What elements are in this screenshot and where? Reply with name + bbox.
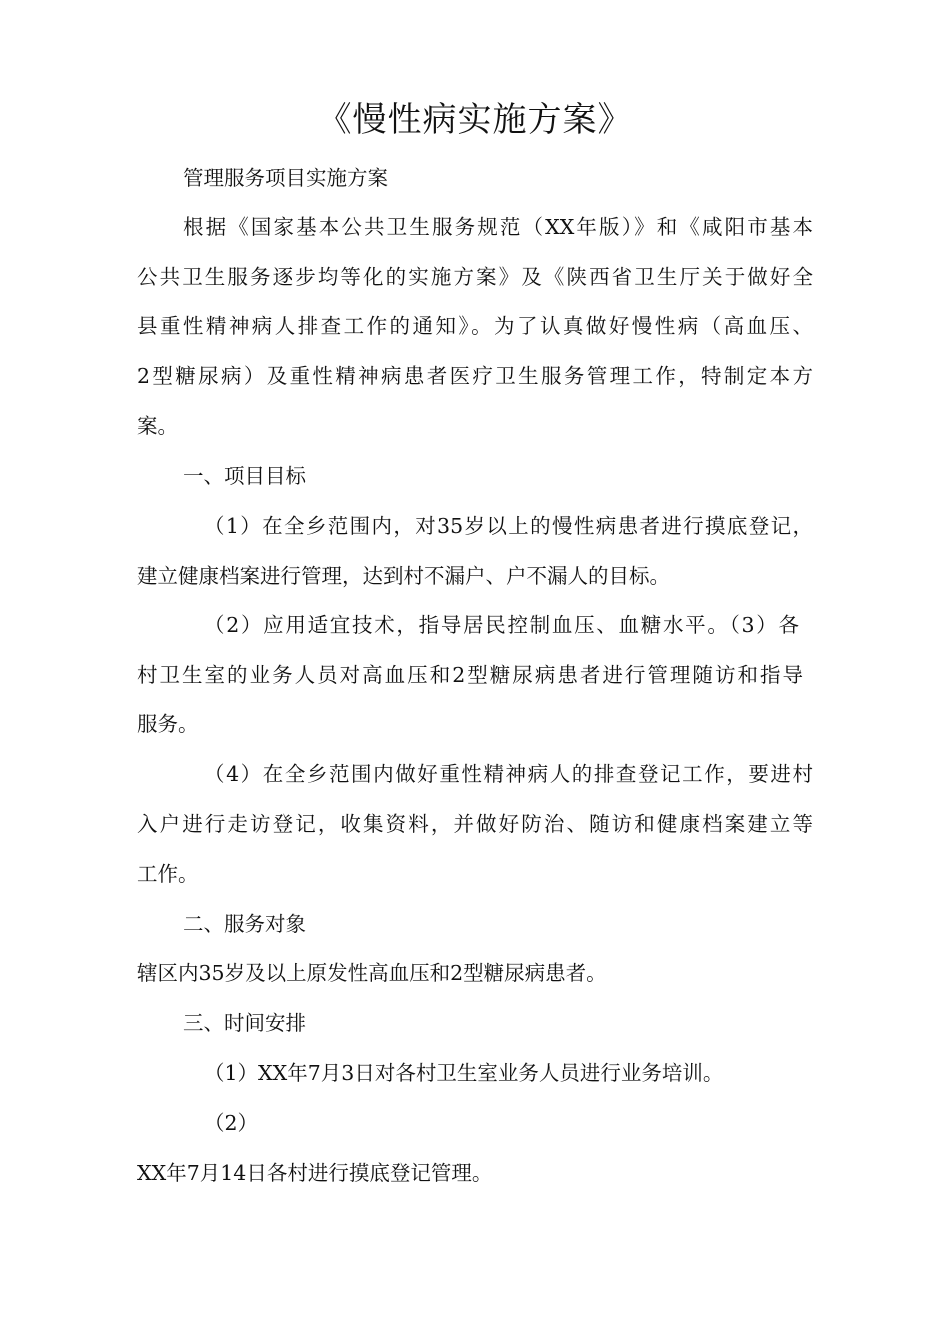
subtitle-line: 管理服务项目实施方案 [183, 166, 388, 190]
paragraph-line: 建立健康档案进行管理，达到村不漏户、户不漏人的目标。 [137, 564, 670, 588]
paragraph-line: （1）XX年7月3日对各村卫生室业务人员进行业务培训。 [204, 1061, 724, 1085]
paragraph-line: 县重性精神病人排查工作的通知》。为了认真做好慢性病（高血压、 [137, 314, 813, 338]
paragraph-line: （1）在全乡范围内，对35岁以上的慢性病患者进行摸底登记， [204, 514, 813, 538]
paragraph-line: （2）应用适宜技术，指导居民控制血压、血糖水平。（3）各 [204, 613, 799, 637]
paragraph-line: 工作。 [137, 862, 199, 886]
paragraph-line: 2型糖尿病）及重性精神病患者医疗卫生服务管理工作，特制定本方 [137, 364, 813, 388]
paragraph-line: XX年7月14日各村进行摸底登记管理。 [137, 1161, 493, 1185]
paragraph-line: 案。 [137, 414, 178, 438]
paragraph-line: （4）在全乡范围内做好重性精神病人的排查登记工作，要进村 [204, 762, 813, 786]
paragraph-line: 根据《国家基本公共卫生服务规范（XX年版）》和《咸阳市基本 [183, 215, 813, 239]
section-heading: 二、服务对象 [183, 912, 306, 936]
section-heading: 三、时间安排 [183, 1011, 306, 1035]
section-heading: 一、项目目标 [183, 464, 306, 488]
paragraph-line: （2） [204, 1111, 259, 1135]
paragraph-line: 入户进行走访登记，收集资料，并做好防治、随访和健康档案建立等 [137, 812, 813, 836]
paragraph-line: 辖区内35岁及以上原发性高血压和2型糖尿病患者。 [137, 961, 607, 985]
paragraph-line: 公共卫生服务逐步均等化的实施方案》及《陕西省卫生厅关于做好全 [137, 265, 813, 289]
paragraph-line: 服务。 [137, 712, 199, 736]
paragraph-line: 村卫生室的业务人员对高血压和2型糖尿病患者进行管理随访和指导 [137, 663, 803, 687]
document-title: 《慢性病实施方案》 [317, 100, 633, 140]
